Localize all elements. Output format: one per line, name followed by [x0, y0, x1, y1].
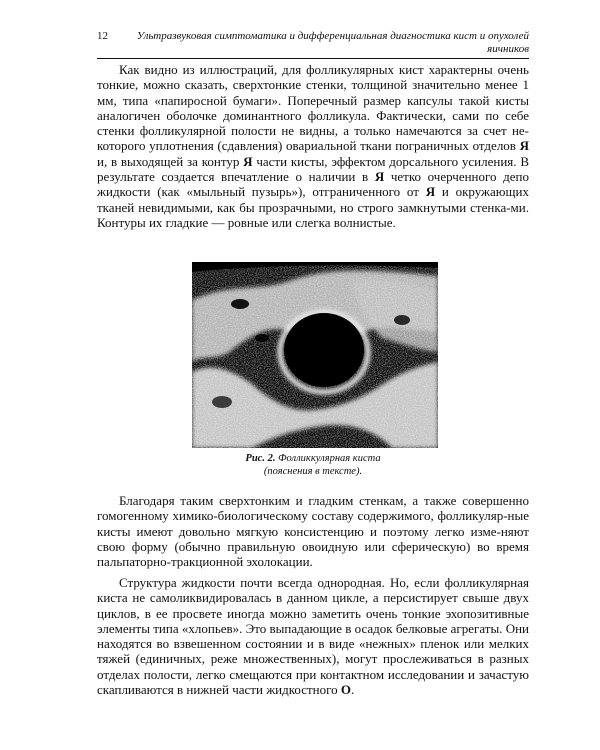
paragraph-2: Благодаря таким сверхтонким и гладким стенкам, а также совершенно гомогенному химико-биологическому составу содержимого, фолликуляр-ные кисты имеют довольно мягкую консистенцию и поэтому легко изме-няют свою форму (обычно правильную овоидную или сферическую) во время пальпаторно-тракционной эхолокации. [97, 493, 529, 570]
ovary-abbrev: Я [243, 153, 253, 169]
ultrasound-image [192, 262, 438, 448]
figure-title: Фолликкулярная киста [278, 453, 381, 464]
cavity-abbrev: О [340, 682, 352, 698]
running-title: Ультразвуковая симптоматика и дифференциальная диагностика кист и опухолей яичников [136, 30, 529, 55]
figure-label: Рис. 2. [245, 453, 276, 464]
paragraph-1-text: части кисты, эффектом дорсального усиления. В результате создается впечатление о наличии в [97, 153, 529, 185]
ovary-abbrev: Я [519, 138, 529, 154]
paragraph-1-text: и, в выходящей за контур [97, 153, 244, 169]
figure-note: (пояснения в тексте). [263, 466, 363, 477]
ultrasound-scan-graphic [192, 262, 438, 448]
paragraph-3-end: . [351, 682, 355, 698]
figure-caption [97, 452, 529, 478]
paragraph-3-text: Структура жидкости почти всегда однородная. Но, если фолликулярная киста не самоликвидировалась в данном цикле, а персистирует свыше двух циклов, в ее просвете иногда можно заметить очень тонкие эхопозитивные элементы типа «хлопьев». Это выпадающие в осадок белковые агрегаты. Они находятся во взвешенном состоянии и в виде «нежных» пленок или мелких тяжей (единичных, реже множественных), могут прослеживаться в разных отделах полости, легко смещаются при контактном исследовании и зачастую скапливаются в нижней части жидкостного [97, 575, 529, 698]
ovary-abbrev: Я [425, 184, 436, 200]
ovary-abbrev: Я [374, 169, 385, 185]
paragraph-3 [97, 575, 529, 697]
page-number: 12 [97, 30, 108, 42]
running-header [97, 30, 529, 59]
paragraph-1-text: Как видно из иллюстраций, для фолликулярных кист характерны очень тонкие, можно сказать, сверхтонкие стенки, толщиной значительно менее 1 мм, типа «папиросной бумаги». Поперечный размер капсулы такой кисты аналогичен оболочке доминантного фолликула. Фактически, сами по себе стенки фолликулярной полости не видны, а только намечаются за счет не-которого уплотнения (сдавления) овариальной ткани пограничных отделов [97, 62, 529, 154]
paragraph-1-text: и окружающих тканей невидимыми, как бы прозрачными, но строго замкнутыми стенка-ми. Контуры их гладкие — ровные или слегка волнистые. [97, 184, 529, 230]
paragraph-1 [97, 62, 529, 230]
paragraph-1-text: четко очерченного депо жидкости (как «мыльный пузырь»), отграниченного от [97, 169, 529, 200]
